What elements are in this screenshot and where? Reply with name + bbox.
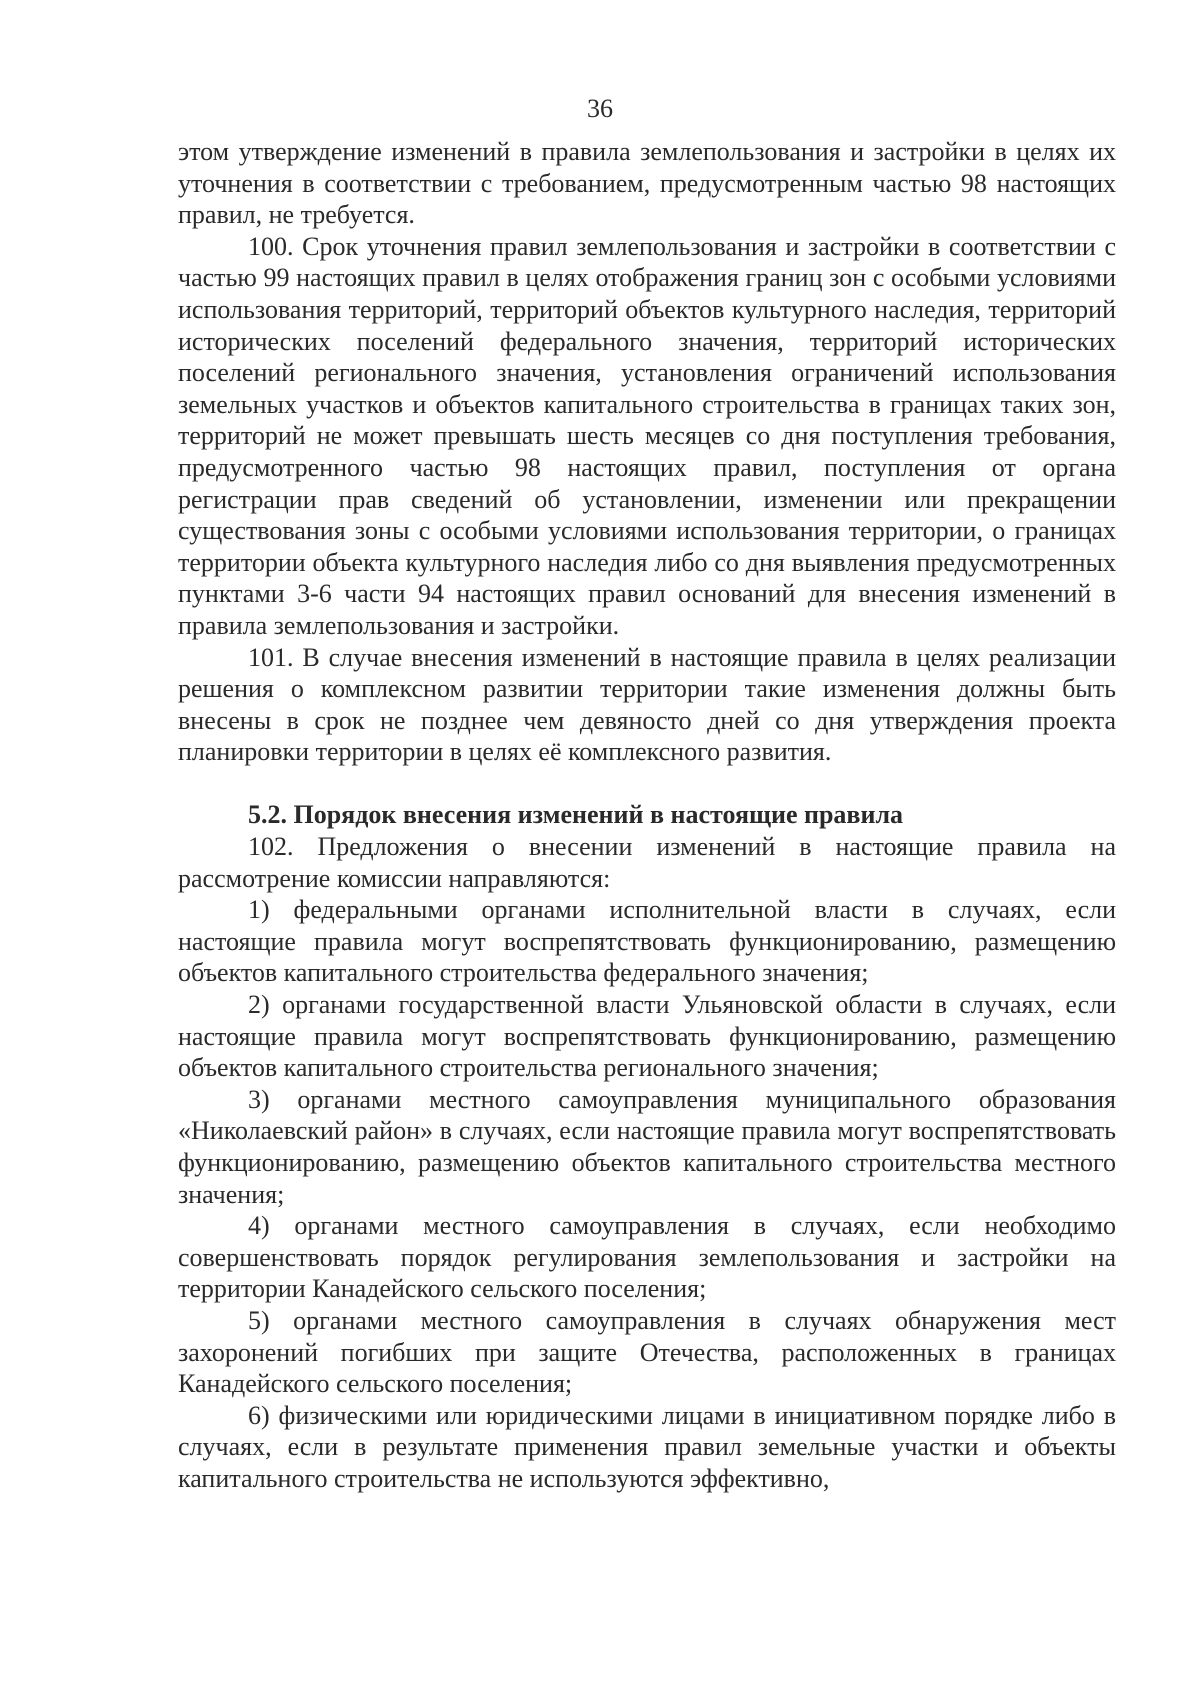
list-item-3: 3) органами местного самоуправления муниципального образования «Николаевский район» в случаях, если настоящие правила могут воспрепятствовать функционированию, размещению объектов капитального строительства местного значения; (178, 1084, 1116, 1209)
list-item-1: 1) федеральными органами исполнительной власти в случаях, если настоящие правила могут воспрепятствовать функционированию, размещению объектов капитального строительства федерального значения; (178, 895, 1116, 988)
paragraph-102: 102. Предложения о внесении изменений в настоящие правила на рассмотрение комиссии направляются: (178, 832, 1116, 893)
list-item-5: 5) органами местного самоуправления в случаях обнаружения мест захоронений погибших при защите Отечества, расположенных в границах Канадейского сельского поселения; (178, 1305, 1116, 1399)
list-item-2: 2) органами государственной власти Ульяновской области в случаях, если настоящие правила могут воспрепятствовать функционированию, размещению объектов капитального строительства регионального значения; (178, 990, 1116, 1083)
page-number: 36 (587, 94, 613, 123)
paragraph-continuation: этом утверждение изменений в правила землепользования и застройки в целях их уточнения в соответствии с требованием, предусмотренным частью 98 настоящих правил, не требуется. (178, 137, 1116, 230)
paragraph-101: 101. В случае внесения изменений в настоящие правила в целях реализации решения о комплексном развитии территории такие изменения должны быть внесены в срок не позднее чем девяносто дней со дня утверждения проекта планировки территории в целях её комплексного развития. (178, 642, 1116, 767)
list-item-6: 6) физическими или юридическими лицами в инициативном порядке либо в случаях, если в результате применения правил земельные участки и объекты капитального строительства не используются эффективно, (178, 1400, 1116, 1493)
list-item-4: 4) органами местного самоуправления в случаях, если необходимо совершенствовать порядок регулирования землепользования и застройки на территории Канадейского сельского поселения; (178, 1211, 1116, 1304)
document-body (178, 136, 1116, 1495)
paragraph-100: 100. Срок уточнения правил землепользования и застройки в соответствии с частью 99 настоящих правил в целях отображения границ зон с особыми условиями использования территорий, территорий объектов культурного наследия, территорий исторических поселений федерального значения, территорий исторических поселений регионального значения, установления ограничений использования земельных участков и объектов капитального строительства в границах таких зон, территорий не может превышать шесть месяцев со дня поступления требования, предусмотренного частью 98 настоящих правил, поступления от органа регистрации прав сведений об установлении, изменении или прекращении существования зоны с особыми условиями использования территории, о границах территории объекта культурного наследия либо со дня выявления предусмотренных пунктами 3-6 части 94 настоящих правил оснований для внесения изменений в правила землепользования и застройки. (178, 231, 1116, 640)
section-heading-5-2: 5.2. Порядок внесения изменений в настоящие правила (248, 800, 904, 830)
blank-line (178, 768, 1116, 800)
